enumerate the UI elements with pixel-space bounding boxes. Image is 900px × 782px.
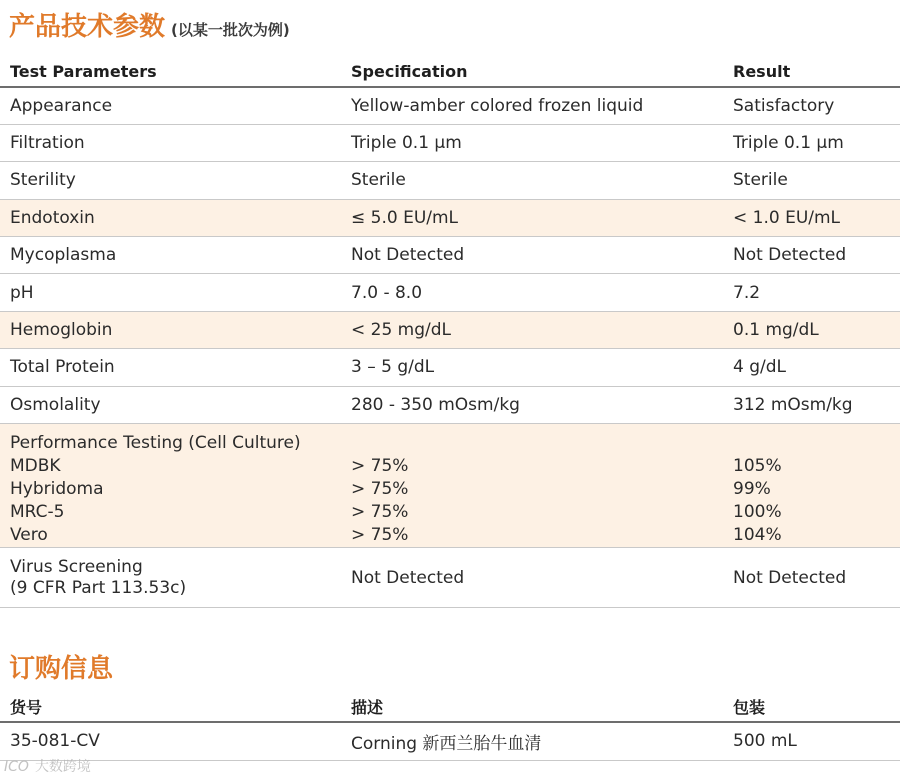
result-cell: < 1.0 EU/mL [723, 199, 900, 236]
spec-table-header [0, 56, 900, 87]
cell-line-result: 99% [733, 479, 771, 500]
cell-line-spec: > 75% [351, 502, 409, 523]
spec-cell: Sterile [341, 162, 723, 199]
order-section-title [9, 656, 113, 682]
param-cell [0, 424, 341, 548]
spec-title-text: 产品技术参数 [9, 12, 166, 42]
table-row [0, 722, 900, 760]
order-table [0, 692, 900, 761]
spec-section-title [9, 14, 290, 40]
result-cell: Triple 0.1 µm [723, 124, 900, 161]
spec-cell: Triple 0.1 µm [341, 124, 723, 161]
cell-line-name: Vero [10, 525, 48, 546]
sku-cell: 35-081-CV [0, 722, 341, 760]
result-cell: 312 mOsm/kg [723, 386, 900, 423]
cell-line-result: 104% [733, 525, 782, 546]
header-packaging: 包装 [723, 692, 900, 722]
result-cell [723, 424, 900, 548]
spec-cell: ≤ 5.0 EU/mL [341, 199, 723, 236]
result-cell: 7.2 [723, 274, 900, 311]
spec-cell: < 25 mg/dL [341, 311, 723, 348]
header-sku: 货号 [0, 692, 341, 722]
table-row-osmolality [0, 386, 900, 423]
result-cell: Sterile [723, 162, 900, 199]
table-row-ph [0, 274, 900, 311]
cell-line-spec: > 75% [351, 456, 409, 477]
param-cell [0, 548, 341, 608]
table-row-virus-screening [0, 548, 900, 608]
result-cell: Not Detected [723, 548, 900, 608]
cell-line-spec: > 75% [351, 479, 409, 500]
result-cell: Not Detected [723, 237, 900, 274]
table-row-endotoxin [0, 199, 900, 236]
performance-label: Performance Testing (Cell Culture) [10, 433, 301, 454]
table-row-mycoplasma [0, 237, 900, 274]
header-description: 描述 [341, 692, 723, 722]
header-test-parameters: Test Parameters [0, 56, 341, 87]
spec-cell: Not Detected [341, 548, 723, 608]
spec-cell: Yellow-amber colored frozen liquid [341, 87, 723, 124]
param-cell: Total Protein [0, 349, 341, 386]
table-row-total-protein [0, 349, 900, 386]
spec-cell: Not Detected [341, 237, 723, 274]
header-result: Result [723, 56, 900, 87]
result-cell: 0.1 mg/dL [723, 311, 900, 348]
param-cell: pH [0, 274, 341, 311]
spec-cell: 7.0 - 8.0 [341, 274, 723, 311]
table-row-sterility [0, 162, 900, 199]
virus-screening-ref: (9 CFR Part 113.53c) [10, 577, 187, 598]
table-row-appearance [0, 87, 900, 124]
result-cell: Satisfactory [723, 87, 900, 124]
spec-cell: 280 - 350 mOsm/kg [341, 386, 723, 423]
param-cell: Filtration [0, 124, 341, 161]
table-row-performance-testing [0, 424, 900, 548]
spec-table [0, 56, 900, 608]
param-cell: Osmolality [0, 386, 341, 423]
table-row-hemoglobin [0, 311, 900, 348]
cell-line-result: 105% [733, 456, 782, 477]
virus-screening-label: Virus Screening [10, 556, 143, 577]
cell-line-name: MRC-5 [10, 502, 65, 523]
watermark [4, 756, 91, 776]
watermark-text: 大数跨境 [34, 759, 91, 775]
spec-cell [341, 424, 723, 548]
param-cell: Sterility [0, 162, 341, 199]
spec-subtitle: (以某一批次为例) [171, 21, 290, 39]
table-row-filtration [0, 124, 900, 161]
cell-line-name: Hybridoma [10, 479, 104, 500]
cell-line-name: MDBK [10, 456, 61, 477]
cell-line-spec: > 75% [351, 525, 409, 546]
param-cell: Mycoplasma [0, 237, 341, 274]
cell-line-result: 100% [733, 502, 782, 523]
param-cell: Appearance [0, 87, 341, 124]
header-specification: Specification [341, 56, 723, 87]
spec-cell: 3 – 5 g/dL [341, 349, 723, 386]
watermark-logo-icon: ICO [4, 759, 29, 775]
order-table-header [0, 692, 900, 722]
order-title-text: 订购信息 [9, 654, 114, 684]
result-cell: 4 g/dL [723, 349, 900, 386]
param-cell: Hemoglobin [0, 311, 341, 348]
packaging-cell: 500 mL [723, 722, 900, 760]
param-cell: Endotoxin [0, 199, 341, 236]
description-cell: Corning 新西兰胎牛血清 [341, 722, 723, 760]
